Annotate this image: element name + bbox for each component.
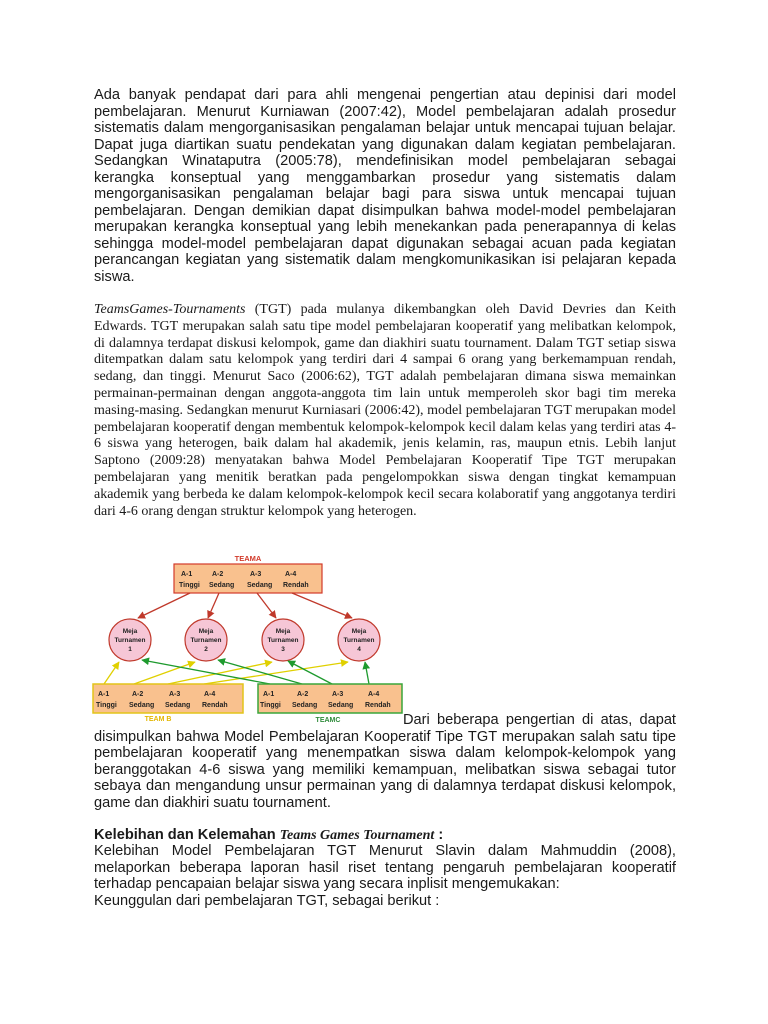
table-label: Turnamen (114, 637, 146, 644)
team-b-member-level: Tinggi (96, 702, 117, 709)
table-number: 3 (281, 646, 285, 653)
team-a-member-code: A-2 (212, 571, 224, 578)
team-b-member-code: A-4 (204, 691, 216, 698)
team-a-member-level: Sedang (247, 582, 273, 589)
table-label: Turnamen (343, 637, 375, 644)
table-label: Turnamen (190, 637, 222, 644)
team-b-member-level: Sedang (165, 702, 191, 709)
team-c-member-level: Sedang (292, 702, 318, 709)
yellow-arrow (168, 662, 272, 684)
red-arrow (208, 593, 219, 618)
table-label: Meja (198, 628, 214, 635)
team-a-member-level: Tinggi (179, 582, 200, 589)
red-arrow (292, 593, 352, 618)
team-a-member-level: Rendah (283, 582, 309, 589)
heading-term: Teams Games Tournament (279, 828, 435, 843)
paragraph-tgt-definition (94, 302, 676, 520)
table-label: Turnamen (267, 637, 299, 644)
team-b-member-level: Sedang (129, 702, 155, 709)
team-c-member-code: A-3 (332, 691, 344, 698)
paragraph-keunggulan: Keunggulan dari pembelajaran TGT, sebagai berikut : (94, 893, 440, 909)
team-c-member-level: Tinggi (260, 702, 281, 709)
tgt-team-diagram (92, 548, 408, 724)
team-b-member-code: A-2 (132, 691, 144, 698)
team-b-member-code: A-3 (169, 691, 181, 698)
team-c-member-code: A-1 (263, 691, 275, 698)
paragraph-conclusion: Dari beberapa pengertian di atas, dapat disimpulkan bahwa Model Pembelajaran Kooperatif Tipe TGT merupakan salah satu tipe pembelajaran kooperatif yang menempatkan siswa dalam kelompok-kelompok yang beranggotakan 4-6 siswa yang memiliki kemampuan, melibatkan siswa sebagai tutor sebaya dan mengandung unsur permainan yang di dalamnya terdapat diskusi kelompok, game dan diakhiri suatu tournament. (94, 712, 676, 811)
yellow-arrow (104, 662, 119, 684)
team-a-member-code: A-3 (250, 571, 262, 578)
heading-suffix: : (434, 827, 444, 843)
team-c-label: TEAMC (315, 717, 341, 724)
table-number: 1 (128, 646, 132, 653)
team-c-member-level: Rendah (365, 702, 391, 709)
paragraph-slavin: Kelebihan Model Pembelajaran TGT Menurut Slavin dalam Mahmuddin (2008), melaporkan beberapa laporan hasil riset tentang pengaruh pembelajaran kooperatif terhadap pencapaian belajar siswa yang secara inplisit mengemukakan: (94, 843, 676, 892)
table-label: Meja (275, 628, 291, 635)
team-b-member-code: A-1 (98, 691, 110, 698)
green-arrow (288, 661, 332, 684)
team-c-member-code: A-4 (368, 691, 380, 698)
team-a-label: TEAMA (234, 554, 262, 563)
team-a-member-code: A-4 (285, 571, 297, 578)
team-b-member-level: Rendah (202, 702, 228, 709)
table-number: 4 (357, 646, 361, 653)
team-c-member-code: A-2 (297, 691, 309, 698)
tgt-definition-body: (TGT) pada mulanya dikembangkan oleh David Devries dan Keith Edwards. TGT merupakan salah satu tipe model pembelajaran kooperatif yang melibatkan kelompok, di dalamnya terdapat diskusi kelompok, game dan diakhiri suatu tournament. Dalam TGT setiap siswa ditempatkan dalam satu kelompok yang terdiri dari 4 sampai 6 orang yang berkemampuan rendah, sedang, dan tinggi. Menurut Saco (2006:62), TGT adalah pembelajaran dimana siswa memainkan permainan-permainan dengan anggota-anggota tim lain untuk memperoleh skor bagi tim mereka masing-masing. Sedangkan menurut Kurniasari (2006:42), model pembelajaran TGT merupakan model pembelajaran kooperatif dengan membentuk kelompok-kelompok kecil dalam kelas yang terdiri atas 4-6 siswa yang heterogen, baik dalam hal akademik, jenis kelamin, ras, maupun etnis. Lebih lanjut Saptono (2009:28) menyatakan bahwa Model Pembelajaran Kooperatif Tipe TGT merupakan pembelajaran yang menitik beratkan pada pengelompokkan siswa dengan tingkat kemampuan akademik yang berbeda ke dalam kelompok-kelompok kecil secara kolaboratif yang anggotanya terdiri dari 4-6 orang dengan struktur kelompok yang heterogen. (94, 302, 676, 519)
red-arrow (138, 593, 190, 618)
table-number: 2 (204, 646, 208, 653)
green-arrow (142, 660, 270, 684)
green-arrow (365, 662, 369, 684)
table-label: Meja (351, 628, 367, 635)
tgt-term: TeamsGames-Tournaments (94, 302, 246, 317)
heading-prefix: Kelebihan dan Kelemahan (94, 827, 280, 843)
red-arrow (257, 593, 276, 618)
table-label: Meja (122, 628, 138, 635)
paragraph-model-pembelajaran: Ada banyak pendapat dari para ahli mengenai pengertian atau depinisi dari model pembelajaran. Menurut Kurniawan (2007:42), Model pembelajaran adalah prosedur sistematis dalam mengorganisasikan pengalaman belajar untuk mencapai tujuan belajar. Dapat juga diartikan suatu pendekatan yang digunakan dalam kegiatan pembelajaran. Sedangkan Winataputra (2005:78), mendefinisikan model pembelajaran sebagai kerangka konseptual yang menggambarkan prosedur yang sistematis dalam mengorganisasikan pengalaman belajar bagi para siswa untuk mencapai tujuan pembelajaran. Dengan demikian dapat disimpulkan bahwa model-model pembelajaran merupakan kerangka konseptual yang lebih menekankan pada penerapannya di kelas sehingga model-model pembelajaran dapat digunakan sebagai acuan pada kegiatan perancangan kegiatan yang sistematik dalam mengkomunikasikan isi pelajaran kepada siswa. (94, 87, 676, 285)
section-heading (94, 826, 676, 844)
team-c-member-level: Sedang (328, 702, 354, 709)
team-a-member-code: A-1 (181, 571, 193, 578)
team-a-member-level: Sedang (209, 582, 235, 589)
team-b-label: TEAM B (144, 716, 172, 723)
